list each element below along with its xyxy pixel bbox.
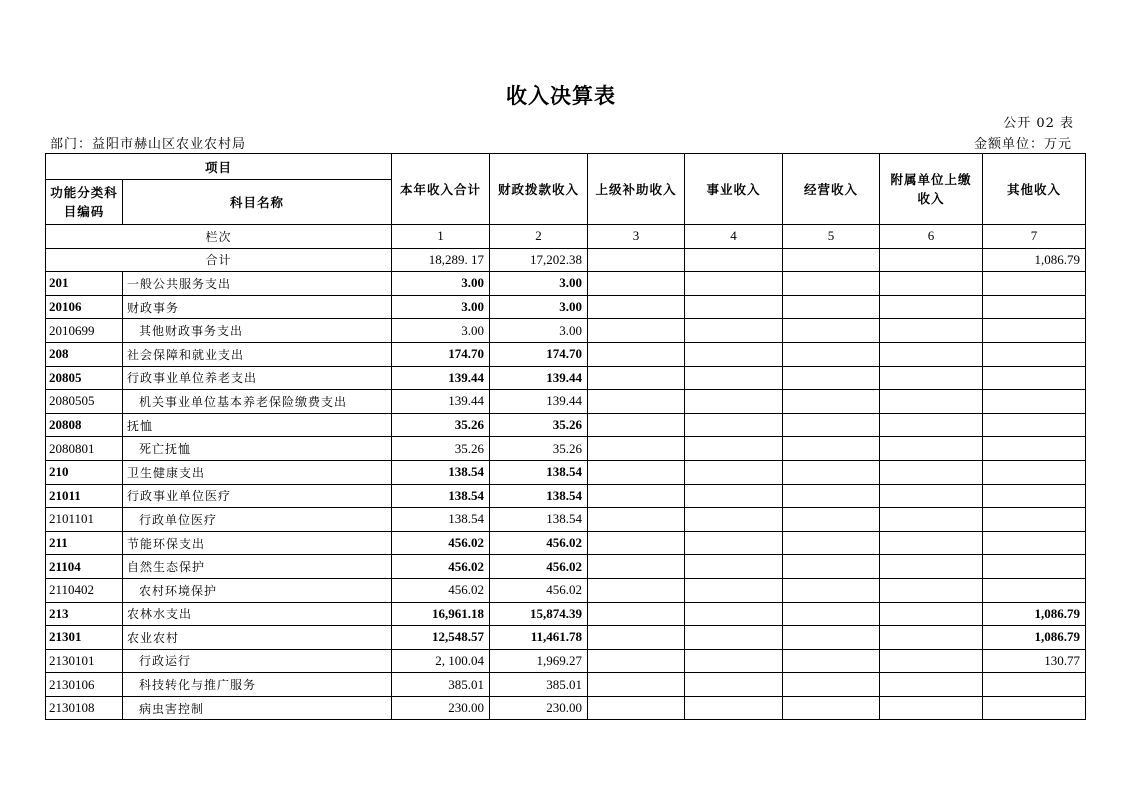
amount-cell	[880, 484, 983, 508]
total-value	[588, 248, 685, 272]
amount-cell	[588, 319, 685, 343]
table-row	[46, 602, 1086, 626]
amount-cell	[880, 696, 983, 720]
amount-cell: 130.77	[983, 649, 1086, 673]
amount-cell	[783, 673, 880, 697]
col-header-subsidiary-income: 附属单位上缴收入	[880, 154, 983, 225]
table-row	[46, 413, 1086, 437]
amount-cell	[880, 673, 983, 697]
total-value	[685, 248, 783, 272]
amount-cell	[685, 673, 783, 697]
subject-code-cell: 2010699	[46, 319, 123, 343]
amount-cell: 12,548.57	[392, 626, 490, 650]
item-header: 项目	[46, 154, 392, 180]
subject-code-cell: 2130108	[46, 696, 123, 720]
table-row	[46, 272, 1086, 296]
table-row	[46, 484, 1086, 508]
total-value	[783, 248, 880, 272]
amount-cell	[685, 484, 783, 508]
total-value	[880, 248, 983, 272]
amount-cell: 138.54	[392, 508, 490, 532]
amount-cell	[783, 437, 880, 461]
column-number: 6	[880, 225, 983, 249]
subject-name-cell: 农林水支出	[123, 602, 392, 626]
table-row	[46, 295, 1086, 319]
amount-cell	[983, 555, 1086, 579]
amount-cell	[983, 366, 1086, 390]
amount-cell	[685, 460, 783, 484]
amount-cell	[783, 578, 880, 602]
col-header-fiscal-appropriation: 财政拨款收入	[490, 154, 588, 225]
amount-cell	[588, 390, 685, 414]
amount-cell	[983, 673, 1086, 697]
amount-cell: 16,961.18	[392, 602, 490, 626]
amount-cell: 456.02	[392, 555, 490, 579]
amount-cell	[783, 366, 880, 390]
table-row	[46, 696, 1086, 720]
amount-cell	[685, 390, 783, 414]
subject-code-cell: 201	[46, 272, 123, 296]
amount-cell: 456.02	[490, 555, 588, 579]
total-value: 17,202.38	[490, 248, 588, 272]
amount-cell	[983, 342, 1086, 366]
amount-cell	[588, 531, 685, 555]
amount-cell	[983, 390, 1086, 414]
func-code-header: 功能分类科目编码	[46, 180, 123, 225]
amount-cell: 174.70	[490, 342, 588, 366]
amount-cell	[685, 555, 783, 579]
amount-cell	[588, 295, 685, 319]
amount-cell: 139.44	[392, 390, 490, 414]
amount-cell	[783, 319, 880, 343]
amount-cell	[685, 696, 783, 720]
amount-cell	[983, 295, 1086, 319]
amount-cell: 138.54	[490, 484, 588, 508]
amount-cell: 1,086.79	[983, 602, 1086, 626]
subject-code-cell: 2101101	[46, 508, 123, 532]
amount-cell	[685, 626, 783, 650]
amount-cell	[880, 531, 983, 555]
amount-cell	[783, 508, 880, 532]
col-header-business-income: 事业收入	[685, 154, 783, 225]
amount-cell	[588, 602, 685, 626]
amount-cell: 1,086.79	[983, 626, 1086, 650]
table-row	[46, 626, 1086, 650]
amount-cell	[685, 602, 783, 626]
amount-cell	[783, 602, 880, 626]
amount-cell	[983, 578, 1086, 602]
subject-code-cell: 208	[46, 342, 123, 366]
subject-name-cell: 财政事务	[123, 295, 392, 319]
amount-cell	[880, 649, 983, 673]
subject-code-cell: 20805	[46, 366, 123, 390]
amount-cell	[983, 319, 1086, 343]
amount-cell	[685, 295, 783, 319]
amount-cell	[880, 342, 983, 366]
amount-cell: 138.54	[392, 460, 490, 484]
subject-name-cell: 死亡抚恤	[123, 437, 392, 461]
column-number: 2	[490, 225, 588, 249]
subject-code-cell: 2080801	[46, 437, 123, 461]
subject-name-cell: 机关事业单位基本养老保险缴费支出	[123, 390, 392, 414]
amount-cell: 230.00	[392, 696, 490, 720]
table-row	[46, 366, 1086, 390]
amount-cell	[880, 319, 983, 343]
amount-cell	[783, 626, 880, 650]
total-value: 1,086.79	[983, 248, 1086, 272]
amount-cell	[588, 555, 685, 579]
amount-cell	[783, 555, 880, 579]
column-number-label: 栏次	[46, 225, 392, 249]
col-header-total-income: 本年收入合计	[392, 154, 490, 225]
amount-cell	[685, 342, 783, 366]
amount-cell	[783, 295, 880, 319]
amount-cell	[588, 578, 685, 602]
subject-code-cell: 20808	[46, 413, 123, 437]
amount-cell: 456.02	[392, 578, 490, 602]
subject-name-cell: 卫生健康支出	[123, 460, 392, 484]
form-number: 公开 02 表	[1003, 116, 1074, 131]
amount-cell	[685, 531, 783, 555]
subject-name-cell: 病虫害控制	[123, 696, 392, 720]
col-header-other-income: 其他收入	[983, 154, 1086, 225]
amount-cell	[588, 484, 685, 508]
amount-cell	[685, 413, 783, 437]
total-row	[46, 248, 1086, 272]
amount-cell: 456.02	[392, 531, 490, 555]
table-row	[46, 673, 1086, 697]
table-row	[46, 342, 1086, 366]
subject-name-cell: 行政单位医疗	[123, 508, 392, 532]
amount-cell: 139.44	[392, 366, 490, 390]
col-header-operating-income: 经营收入	[783, 154, 880, 225]
amount-cell	[983, 413, 1086, 437]
amount-cell	[588, 437, 685, 461]
amount-cell	[685, 437, 783, 461]
column-number: 3	[588, 225, 685, 249]
total-value: 18,289. 17	[392, 248, 490, 272]
amount-cell: 3.00	[392, 319, 490, 343]
amount-cell: 3.00	[392, 272, 490, 296]
amount-cell	[880, 460, 983, 484]
amount-cell	[588, 649, 685, 673]
amount-cell	[880, 508, 983, 532]
subject-code-cell: 213	[46, 602, 123, 626]
subject-name-cell: 科技转化与推广服务	[123, 673, 392, 697]
department-label: 部门：益阳市赫山区农业农村局	[50, 137, 247, 152]
col-header-superior-subsidy: 上级补助收入	[588, 154, 685, 225]
total-label: 合计	[46, 248, 392, 272]
subject-name-cell: 自然生态保护	[123, 555, 392, 579]
amount-cell	[588, 413, 685, 437]
amount-cell	[880, 437, 983, 461]
subject-code-cell: 21301	[46, 626, 123, 650]
amount-cell	[783, 272, 880, 296]
amount-cell: 230.00	[490, 696, 588, 720]
amount-cell	[783, 342, 880, 366]
amount-cell	[880, 295, 983, 319]
amount-cell	[588, 696, 685, 720]
table-row	[46, 390, 1086, 414]
amount-cell: 456.02	[490, 578, 588, 602]
amount-cell: 138.54	[490, 460, 588, 484]
amount-cell	[880, 366, 983, 390]
amount-cell: 456.02	[490, 531, 588, 555]
subject-name-cell: 抚恤	[123, 413, 392, 437]
amount-cell	[880, 578, 983, 602]
amount-cell	[880, 626, 983, 650]
amount-cell	[783, 413, 880, 437]
amount-cell	[783, 390, 880, 414]
subject-name-cell: 其他财政事务支出	[123, 319, 392, 343]
amount-cell	[685, 649, 783, 673]
amount-cell	[588, 272, 685, 296]
subject-code-cell: 2110402	[46, 578, 123, 602]
subject-name-cell: 行政运行	[123, 649, 392, 673]
subject-code-cell: 2130101	[46, 649, 123, 673]
amount-unit-label: 金额单位：万元	[973, 137, 1072, 152]
amount-cell: 385.01	[392, 673, 490, 697]
amount-cell: 174.70	[392, 342, 490, 366]
amount-cell: 15,874.39	[490, 602, 588, 626]
page-title: 收入决算表	[506, 84, 616, 108]
amount-cell	[983, 696, 1086, 720]
table-row	[46, 319, 1086, 343]
amount-cell: 1,969.27	[490, 649, 588, 673]
amount-cell	[588, 342, 685, 366]
amount-cell: 3.00	[392, 295, 490, 319]
amount-cell	[880, 413, 983, 437]
subject-name-cell: 节能环保支出	[123, 531, 392, 555]
amount-cell	[588, 626, 685, 650]
table-row	[46, 578, 1086, 602]
subject-name-header: 科目名称	[123, 180, 392, 225]
amount-cell	[685, 272, 783, 296]
table-row	[46, 555, 1086, 579]
amount-cell: 35.26	[392, 413, 490, 437]
table-row	[46, 531, 1086, 555]
amount-cell: 35.26	[490, 413, 588, 437]
subject-code-cell: 2080505	[46, 390, 123, 414]
amount-cell	[880, 390, 983, 414]
amount-cell	[685, 508, 783, 532]
subject-code-cell: 210	[46, 460, 123, 484]
amount-cell	[983, 508, 1086, 532]
amount-cell	[880, 602, 983, 626]
subject-name-cell: 农业农村	[123, 626, 392, 650]
amount-cell: 2, 100.04	[392, 649, 490, 673]
amount-cell	[783, 460, 880, 484]
subject-code-cell: 20106	[46, 295, 123, 319]
amount-cell	[685, 319, 783, 343]
column-number: 4	[685, 225, 783, 249]
amount-cell	[983, 484, 1086, 508]
income-statement-table	[45, 153, 1086, 720]
amount-cell	[588, 508, 685, 532]
amount-cell	[783, 696, 880, 720]
amount-cell	[783, 484, 880, 508]
amount-cell	[588, 366, 685, 390]
table-row	[46, 649, 1086, 673]
column-number: 5	[783, 225, 880, 249]
amount-cell	[783, 649, 880, 673]
amount-cell	[880, 272, 983, 296]
amount-cell	[588, 673, 685, 697]
subject-code-cell: 21104	[46, 555, 123, 579]
amount-cell	[588, 460, 685, 484]
amount-cell: 3.00	[490, 295, 588, 319]
amount-cell	[983, 531, 1086, 555]
amount-cell: 138.54	[490, 508, 588, 532]
amount-cell: 35.26	[490, 437, 588, 461]
table-row	[46, 508, 1086, 532]
column-number-row	[46, 225, 1086, 249]
subject-name-cell: 行政事业单位医疗	[123, 484, 392, 508]
amount-cell: 3.00	[490, 272, 588, 296]
amount-cell: 139.44	[490, 366, 588, 390]
amount-cell	[983, 437, 1086, 461]
column-number: 7	[983, 225, 1086, 249]
amount-cell: 138.54	[392, 484, 490, 508]
subject-name-cell: 社会保障和就业支出	[123, 342, 392, 366]
amount-cell: 385.01	[490, 673, 588, 697]
amount-cell	[783, 531, 880, 555]
amount-cell	[983, 272, 1086, 296]
amount-cell	[983, 460, 1086, 484]
amount-cell: 139.44	[490, 390, 588, 414]
table-row	[46, 460, 1086, 484]
amount-cell	[685, 366, 783, 390]
column-number: 1	[392, 225, 490, 249]
subject-code-cell: 21011	[46, 484, 123, 508]
subject-code-cell: 2130106	[46, 673, 123, 697]
table-row	[46, 437, 1086, 461]
subject-name-cell: 农村环境保护	[123, 578, 392, 602]
subject-code-cell: 211	[46, 531, 123, 555]
subject-name-cell: 一般公共服务支出	[123, 272, 392, 296]
amount-cell	[880, 555, 983, 579]
amount-cell: 35.26	[392, 437, 490, 461]
subject-name-cell: 行政事业单位养老支出	[123, 366, 392, 390]
amount-cell: 11,461.78	[490, 626, 588, 650]
amount-cell: 3.00	[490, 319, 588, 343]
amount-cell	[685, 578, 783, 602]
